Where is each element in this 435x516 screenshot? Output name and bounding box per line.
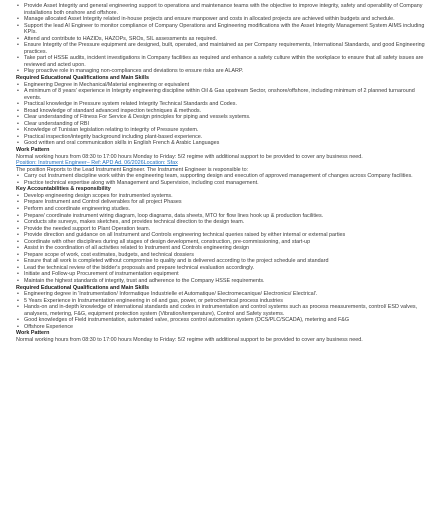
list-item: • Conducts site surveys, makes sketches, and provides technical direction to the design team.	[16, 219, 425, 226]
list-item: • Good written and oral communication skills in English French & Arabic Languages	[16, 140, 425, 147]
list-item: • Provide the needed support to Plant Operation team.	[16, 226, 425, 233]
list-item: • Initiate and Follow-up Procurement of instrumentation equipment	[16, 271, 425, 278]
list-item: • Provide Asset Integrity and general engineering support to operations and maintenance teams with the objective to improve integrity, safety and operability of Company installations both onshore and offshore.	[16, 3, 425, 16]
list-item: • Knowledge of Tunisian legislation relating to integrity of Pressure system.	[16, 127, 425, 134]
position-title-link[interactable]: Position: Instrument Engineer– Ref: APD Ad. 06/2026Location: Sfax	[16, 160, 178, 167]
list-item: • Ensure Integrity of the Pressure equipment are designed, built, operated, and maintained as per Company requirements, International Standards, and good Engineering practices.	[16, 42, 425, 55]
list-item: • Develop engineering design scopes for instrumented systems.	[16, 193, 425, 200]
list-item: • Hands-on and in-depth knowledge of international standards and codes in instrumentation and control systems such as process measurements, control/ ESD valves, analysers, metering, F&G, equipment protection system (Vibration/temperature), Control and Safety systems.	[16, 304, 425, 317]
qualifications-list-1	[16, 82, 425, 147]
list-item: • Ensure that all work is completed without compromise to quality and is delivered according to the project schedule and standard	[16, 258, 425, 265]
position-intro: The position Reports to the Lead Instrument Engineer. The Instrument Engineer is responsible to:	[16, 166, 249, 173]
section-heading-accountabilities: Key Accountabilities & responsibility	[16, 186, 111, 193]
section-heading-qualifications-2: Required Educational Qualifications and Main Skills	[16, 284, 149, 291]
list-item: • Lead the technical review of the bidder's proposals and prepare technical evaluation accordingly.	[16, 265, 425, 272]
list-item: • 5 Years Experience in Instrumentation engineering in oil and gas, power, or petrochemical process industries	[16, 298, 425, 305]
list-item: • Broad knowledge of standard advanced inspection techniques & methods.	[16, 108, 425, 115]
list-item: • Good knowledges of Field instrumentation, automated valve, process control automation system (DCS/PLC/SCADA), metering and F&G	[16, 317, 425, 324]
list-item: • Engineering Degree in Mechanical/Material engineering or equivalent	[16, 82, 425, 89]
list-item: • Clear understanding of RBI	[16, 121, 425, 128]
work-pattern-text: Normal working hours from 08:30 to 17:00 hours Monday to Friday: 5/2 regime with additional support to be provided to cover any business need.	[16, 153, 363, 160]
position-list	[16, 173, 425, 186]
list-item: • Perform and coordinate engineering studies.	[16, 206, 425, 213]
accountabilities-list	[16, 193, 425, 285]
section-heading-qualifications: Required Educational Qualifications and Main Skills	[16, 75, 149, 82]
list-item: • Carry out Instrument discipline work within the engineering team, supporting design and execution of approved management of changes across Company facilities.	[16, 173, 425, 180]
list-item: • Clear understanding of Fitness For Service & Design principles for piping and vessels systems.	[16, 114, 425, 121]
list-item: • Prepare scope of work, cost estimates, budgets, and technical dossiers	[16, 252, 425, 259]
list-item: • Maintain the highest standards of integrity, trust and adherence to the Company HSSE requirements.	[16, 278, 425, 285]
qualifications-list-2	[16, 291, 425, 330]
responsibilities-list-1	[16, 3, 425, 75]
list-item: • Practical knowledge in Pressure system related Integrity Technical Standards and Codes.	[16, 101, 425, 108]
list-item: • Practical inspection/integrity background including plant-based experience.	[16, 134, 425, 141]
list-item: • Prepare/ coordinate instrument wiring diagram, loop diagrams, data sheets, MTO for flow lines hook up & production facilities.	[16, 213, 425, 220]
list-item: • Assist in the coordination of all activities related to Instrument and Controls engineering design	[16, 245, 425, 252]
list-item: • Manage allocated Asset Integrity related in-house projects and ensure manpower and costs in allocated projects are achieved within budgets and schedule.	[16, 16, 425, 23]
list-item: • Support the lead AI Engineer to monitor compliance of Company Operations and Engineering modifications with the Asset Integrity Management System AIMS including KPIs.	[16, 23, 425, 36]
list-item: • Provide direction and guidance on all Instrument and Controls engineering technical queries raised by either internal or external parties	[16, 232, 425, 239]
list-item: • Play proactive role in managing non-compliances and deviations to ensure risks are ALARP.	[16, 68, 425, 75]
section-heading-work-pattern-2: Work Pattern	[16, 330, 50, 337]
work-pattern-text-2: Normal working hours from 08:30 to 17:00 hours Monday to Friday: 5/2 regime with additional support to be provided to cover any business need.	[16, 336, 363, 343]
list-item: • Prepare Instrument and Control deliverables for all project Phases	[16, 199, 425, 206]
list-item: • Attend and contribute to HAZIDs, HAZOPs, SROs, SIL assessments as required.	[16, 36, 425, 43]
list-item: • Offshore Experience	[16, 324, 425, 331]
list-item: • Engineering degree in 'Instrumentation/ Informatique Industrielle et Automatique/ Electromecanique/ Electronics/ Electrical'.	[16, 291, 425, 298]
section-heading-work-pattern: Work Pattern	[16, 147, 50, 154]
list-item: • Take part of HSSE audits, incident investigations in Company facilities as required and enhance a safety culture within the workplace to ensure that all safety issues are reviewed and acted upon.	[16, 55, 425, 68]
list-item: • Practice technical expertise along with Management and Supervision, including cost management.	[16, 180, 425, 187]
list-item: • A minimum of 8 years' experience in Integrity engineering discipline within Oil & Gas upstream Sector, onshore/offshore, including minimum of 2 planned turnaround events.	[16, 88, 425, 101]
list-item: • Coordinate with other disciplines during all stages of design development, construction, pre-commissioning, and start-up	[16, 239, 425, 246]
